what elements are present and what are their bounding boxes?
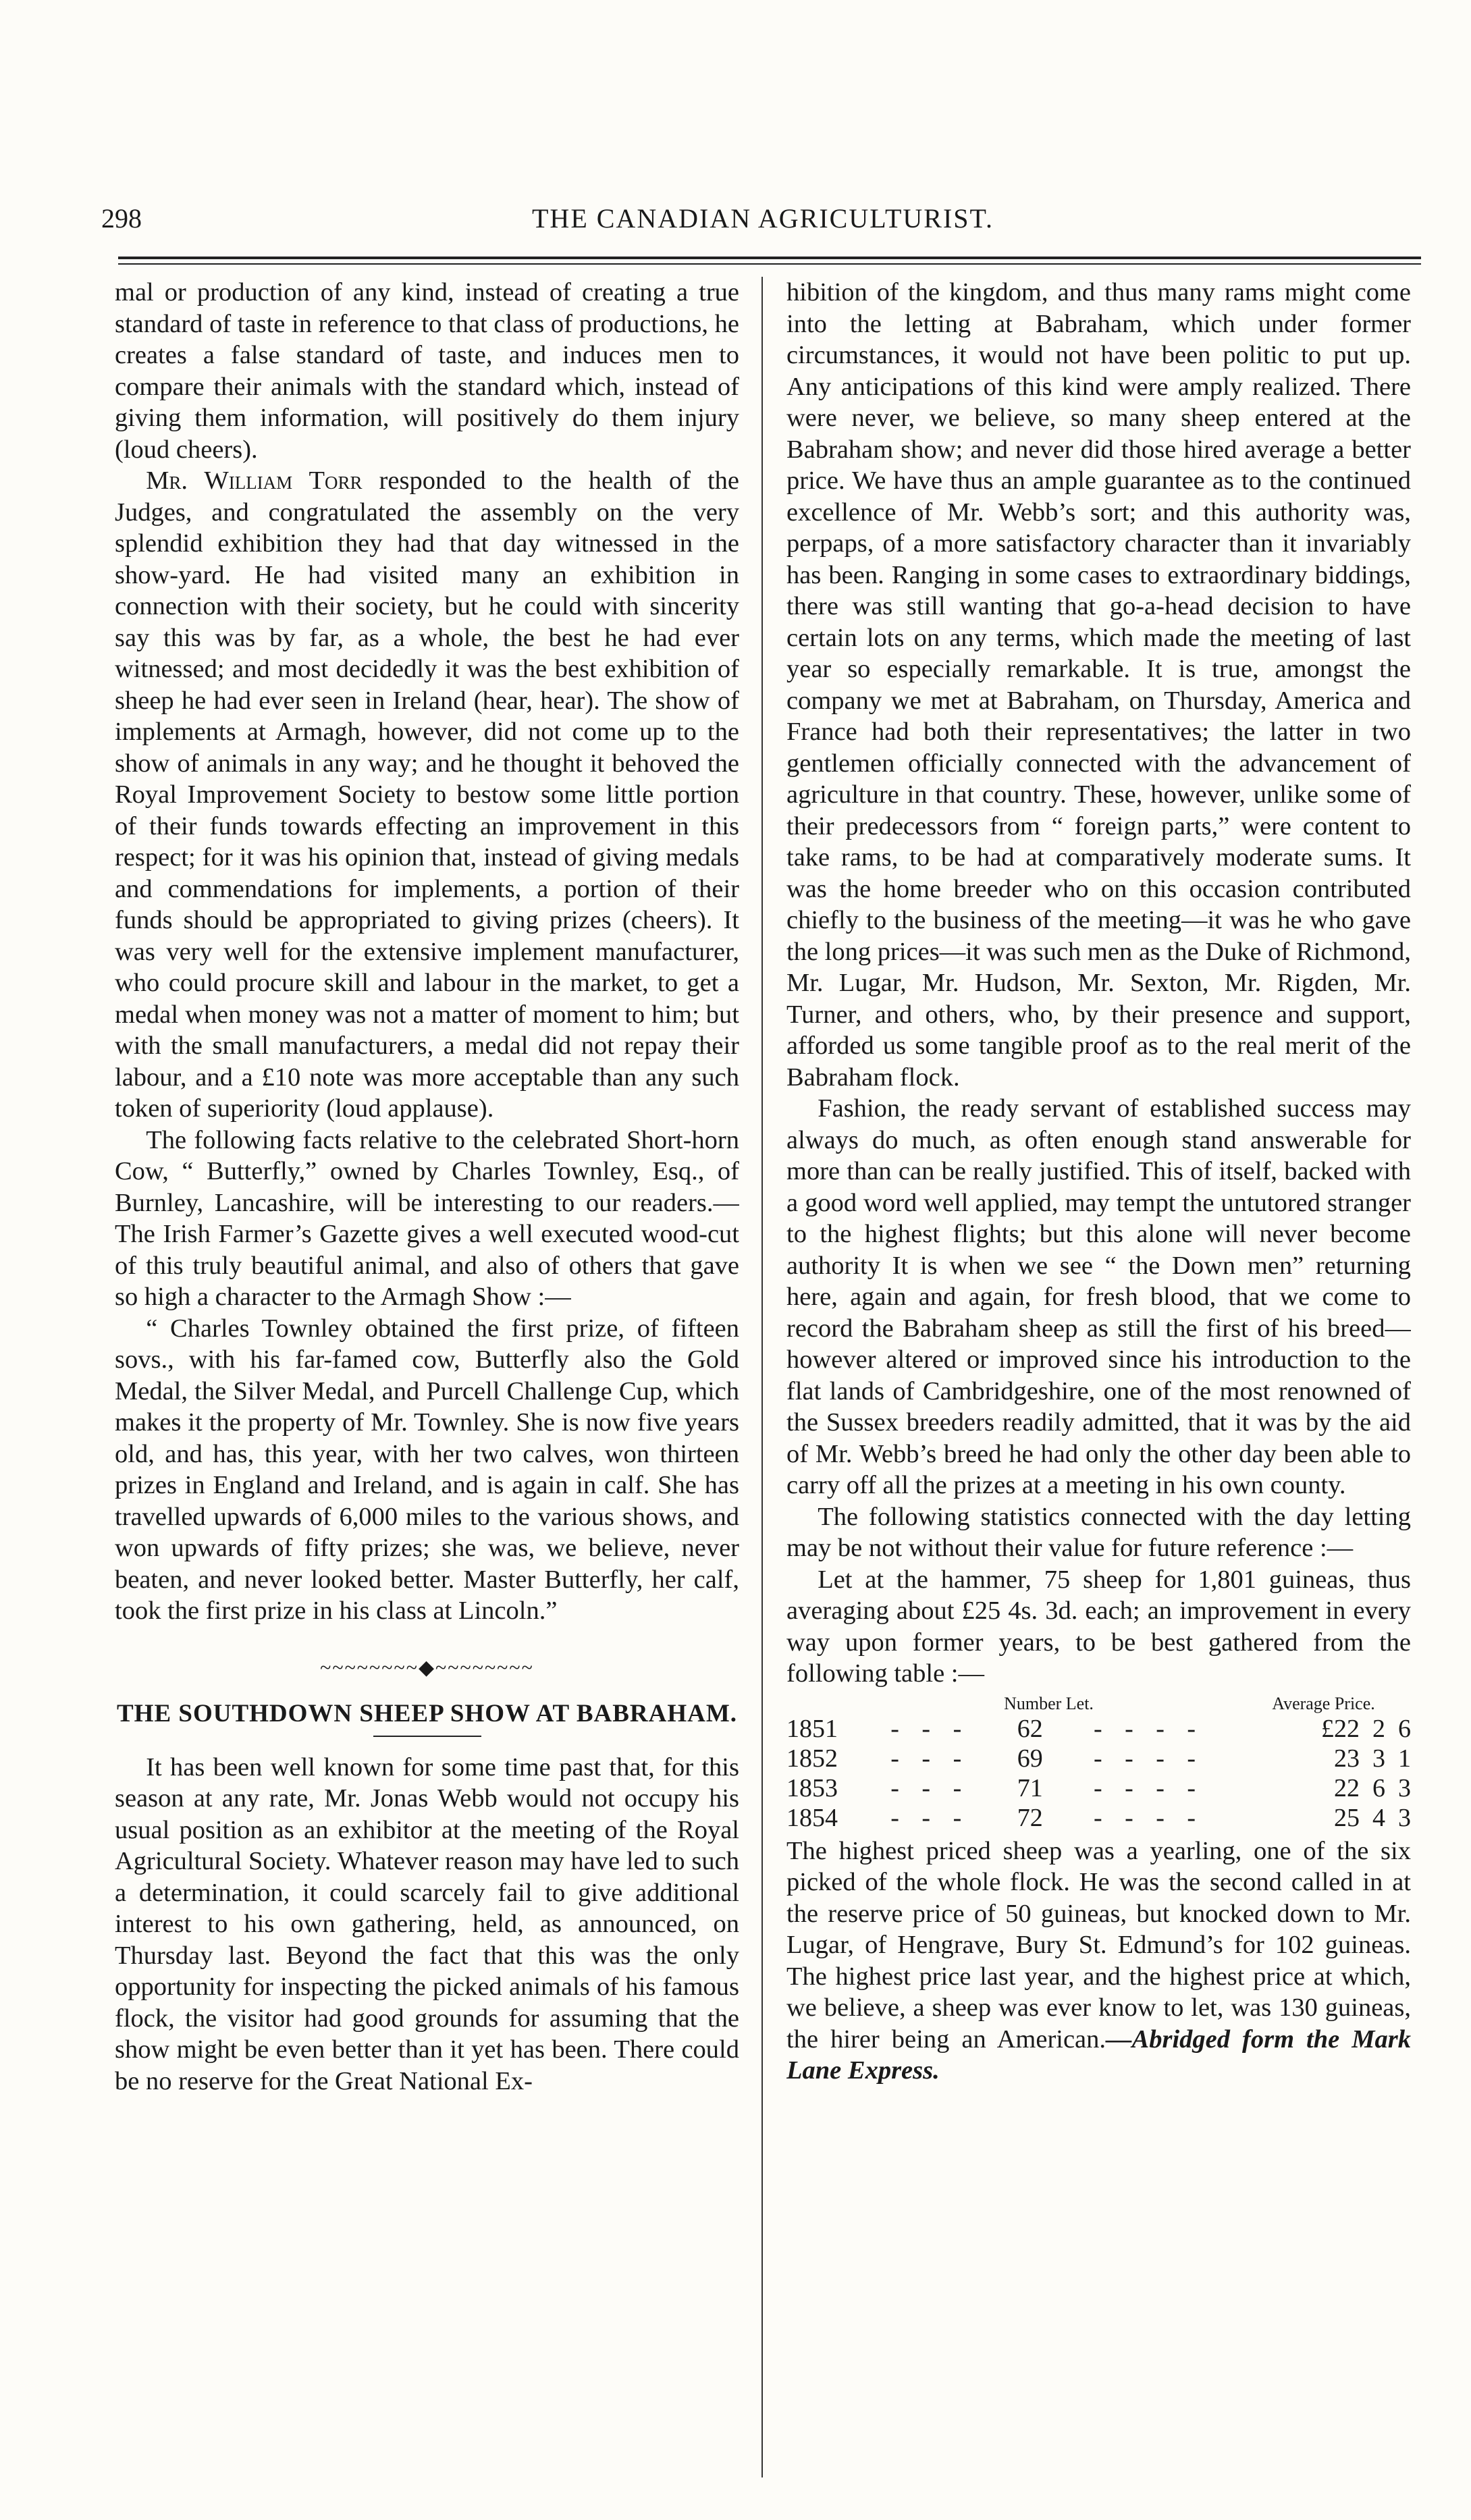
year-cell: 1852 [786,1744,838,1773]
paragraph-text: responded to the health of the Judges, and congratulated the assembly on the very splendid exhibition they had that day witnessed in the show-yard. He had visited many an exhibition in connection with their society, but he could with sincerity say this was by far, as a whole, the best he had ever witnessed; and most decidedly it was the best exhibition of sheep he had ever seen in Ireland (hear, hear). The show of implements at Armagh, however, did not come up to the show of animals in any way; and he thought it behoved the Royal Improvement Society to bestow some little portion of their funds towards effecting an improvement in this respect; for it was his opinion that, instead of giving medals and commendations for implements, a portion of their funds should be appropriated to giving prizes (cheers). It was very well for the extensive implement manufacturer, who could procure skill and labour in the market, to get a medal when money was not a matter of moment to him; but with the small manufacturers, a medal did not repay their labour, and a £10 note was more acceptable than any such token of superiority (loud applause). [115,466,739,1123]
speaker-name: Mr. William Torr [146,466,363,495]
paragraph: Fashion, the ready servant of established success may always do much, as often enough stand answerable for more than can be really justified. This of itself, backed with a good word well applied, may tempt the untutored stranger to the highest flights; but this alone will never become authority It is when we see “ the Down men” returning here, again and again, for fresh blood, that we come to record the Babraham sheep as still the first of his breed—however altered or improved since his introduction to the flat lands of Cambridgeshire, one of the most renowned of the Sussex breeders readily admitted, that it was by the aid of Mr. Webb’s breed he had only the other day been able to carry off all the prizes at a meeting in his own county. [786,1094,1411,1499]
column-divider [761,277,763,2477]
number-cell: 69 [1017,1744,1043,1773]
paragraph: The following facts relative to the celebrated Short-horn Cow, “ Butterfly,” owned by Charles Townley, Esq., of Burnley, Lancashire, will be interesting to our readers.—The Irish Farmer’s Gazette gives a well executed wood-cut of this truly beautiful animal, and also of others that gave so high a character to the Armagh Show :— [115,1125,739,1311]
table-row [786,1744,1411,1773]
column-header-price: Average Price. [1272,1693,1375,1713]
dash-leader: - - - [890,1714,970,1743]
paragraph-text: The highest priced sheep was a yearling, one of the six picked of the whole flock. He was the second called in at the reserve price of 50 guineas, but knocked down to Mr. Lugar, of Hengrave, Bury St. Edmund’s for 102 guineas. The highest price last year, and the highest price at which, we believe, a sheep was ever know to let, was 130 guineas, the hirer being an American. [786,1836,1411,2054]
number-cell: 71 [1017,1773,1043,1802]
dash-leader: - - - - [1093,1714,1204,1743]
price-cell: 23 3 1 [1334,1744,1411,1773]
right-column [786,277,1411,2477]
title-rule [373,1736,481,1737]
dash-leader: - - - [890,1744,970,1773]
running-title: THE CANADIAN AGRICULTURIST. [532,203,994,234]
column-header-number: Number Let. [1004,1693,1094,1713]
dash-leader: - - - [890,1803,970,1832]
page-number: 298 [101,203,142,234]
paragraph: The following statistics connected with the day letting may be not without their value for future reference :— [786,1502,1411,1562]
statistics-table [786,1694,1411,1833]
header-rule [118,257,1421,265]
table-row [786,1803,1411,1833]
price-cell: 22 6 3 [1334,1773,1411,1802]
paragraph: Let at the hammer, 75 sheep for 1,801 guineas, thus averaging about £25 4s. 3d. each; an improvement in every way upon former years, to be best gathered from the following table :— [786,1565,1411,1688]
page-header [101,203,1424,243]
dash-leader: - - - - [1093,1803,1204,1832]
table-header-row [786,1694,1411,1714]
number-cell: 62 [1017,1714,1043,1743]
dash-leader: - - - [890,1773,970,1802]
paragraph [115,465,739,1125]
paragraph: hibition of the kingdom, and thus many rams might come into the letting at Babraham, which under former circumstances, it would not have been politic to put up. Any anticipations of this kind were amply realized. There were never, we believe, so many sheep entered at the Babraham show; and never did those hired average a better price. We have thus an ample guarantee as to the continued excellence of Mr. Webb’s sort; and this authority was, perpaps, of a more satisfactory character than it invariably has been. Ranging in some cases to extraordinary biddings, there was still wanting that go-a-head decision to have certain lots on any terms, which made the meeting of last year so especially remarkable. It is true, amongst the company we met at Babraham, on Thursday, America and France had both their representatives; the latter in two gentlemen officially connected with the advancement of agriculture in that country. These, however, unlike some of their predecessors from “ foreign parts,” were content to take rams, to be had at comparatively moderate sums. It was the home breeder who on this occasion contributed chiefly to the business of the meeting—it was he who gave the long prices—it was such men as the Duke of Richmond, Mr. Lugar, Mr. Hudson, Mr. Sexton, Mr. Rigden, Mr. Turner, and others, who, by their presence and support, afforded us some tangible proof as to the real merit of the Babraham flock. [786,278,1411,1092]
paragraph: It has been well known for some time past that, for this season at any rate, Mr. Jonas Webb would not occupy his usual position as an exhibitor at the meeting of the Royal Agricultural Society. Whatever reason may have led to such a determination, it could scarcely fail to give additional interest to his own gathering, held, as announced, on Thursday last. Beyond the fact that this was the only opportunity for inspecting the picked animals of his famous flock, the visitor had good grounds for assuming that the show might be even better than it yet has been. There could be no reserve for the Great National Ex- [115,1752,739,2095]
source-credit: —Abridged form the Mark Lane Express. [786,2025,1411,2085]
price-cell: 25 4 3 [1334,1803,1411,1832]
number-cell: 72 [1017,1803,1043,1832]
left-column [115,277,739,2477]
table-row [786,1773,1411,1803]
dash-leader: - - - - [1093,1744,1204,1773]
ornamental-divider: ~~~~~~~~◆~~~~~~~~ [320,1656,534,1679]
dash-leader: - - - - [1093,1773,1204,1802]
table-row [786,1714,1411,1744]
year-cell: 1853 [786,1773,838,1802]
year-cell: 1851 [786,1714,838,1743]
quoted-paragraph: “ Charles Townley obtained the first prize, of fifteen sovs., with his far-famed cow, Butterfly also the Gold Medal, the Silver Medal, and Purcell Challenge Cup, which makes it the property of Mr. Townley. She is now five years old, and has, this year, with her two calves, won thirteen prizes in England and Ireland, and is again in calf. She has travelled upwards of 6,000 miles to the various shows, and won upwards of fifty prizes; she was, we believe, never beaten, and never looked better. Master Butterfly, her calf, took the first prize in his class at Lincoln.” [115,1314,739,1625]
paragraph: mal or production of any kind, instead of creating a true standard of taste in reference to that class of productions, he creates a false standard of taste, and induces men to compare their animals with the standard which, instead of giving them information, will positively do them injury (loud cheers). [115,278,739,464]
price-cell: £22 2 6 [1321,1714,1411,1743]
paragraph [786,1835,1411,2087]
section-title: THE SOUTHDOWN SHEEP SHOW AT BABRAHAM. [116,1700,738,1727]
year-cell: 1854 [786,1803,838,1832]
